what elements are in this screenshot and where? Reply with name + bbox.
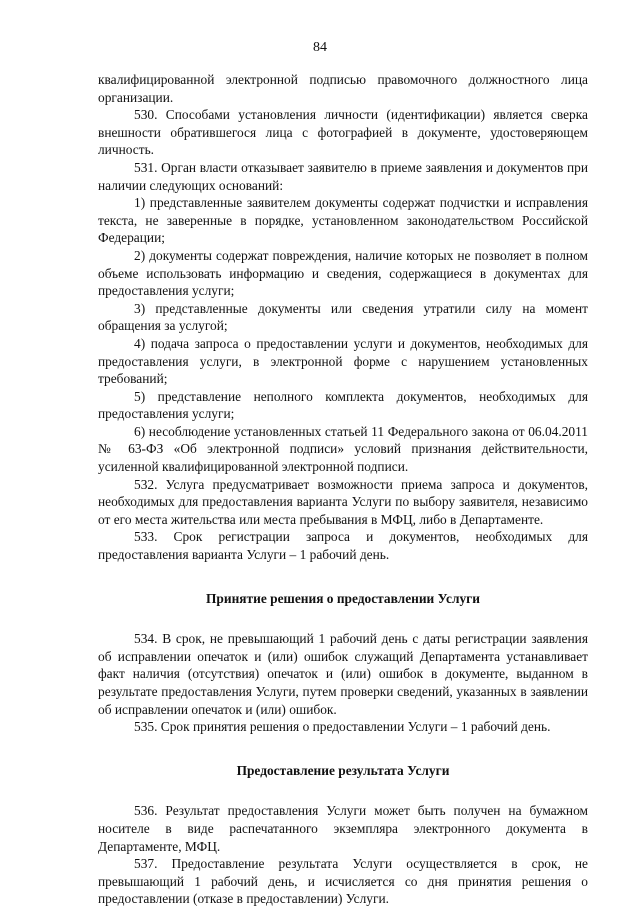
paragraph-536: 536. Результат предоставления Услуги может быть получен на бумажном носителе в виде распечатанного экземпляра электронного документа в Департаменте, МФЦ. (98, 803, 588, 854)
paragraph-532: 532. Услуга предусматривает возможности приема запроса и документов, необходимых для предоставления варианта Услуги по выбору заявителя, независимо от его места жительства или места пребывания в МФЦ, либо в Департаменте. (98, 476, 588, 527)
paragraph-continuation: квалифицированной электронной подписью правомочного должностного лица организации. (98, 72, 588, 105)
list-item-5: 5) представление неполного комплекта документов, необходимых для предоставления услуги; (98, 388, 588, 422)
paragraph-531: 531. Орган власти отказывает заявителю в приеме заявления и документов при наличии следующих оснований: (98, 159, 588, 193)
paragraph-534: 534. В срок, не превышающий 1 рабочий день с даты регистрации заявления об исправлении опечаток и (или) ошибок служащий Департамента устанавливает факт наличия (отсутствия) опечаток и (или) ошибок в документе, выданном в результате предоставления Услуги, путем проверки сведений, указанных в заявлении об исправлении опечаток и (или) ошибок. (98, 631, 588, 717)
list-item-3: 3) представленные документы или сведения утратили силу на момент обращения за услугой; (98, 300, 588, 334)
list-item-6: 6) несоблюдение установленных статьей 11 Федерального закона от 06.04.2011 № 63-ФЗ «Об электронной подписи» условий признания действительности, усиленной квалифицированной электронной подписи. (98, 423, 588, 475)
section-heading-decision: Принятие решения о предоставлении Услуги (206, 590, 480, 606)
paragraph-530: 530. Способами установления личности (идентификации) является сверка внешности обратившегося лица с фотографией в документе, удостоверяющем личность. (98, 107, 588, 158)
paragraph-533: 533. Срок регистрации запроса и документов, необходимых для предоставления варианта Услуги – 1 рабочий день. (98, 529, 588, 563)
list-item-1: 1) представленные заявителем документы содержат подчистки и исправления текста, не заверенные в порядке, установленном законодательством Российской Федерации; (98, 195, 588, 246)
list-item-2: 2) документы содержат повреждения, наличие которых не позволяет в полном объеме использовать информацию и сведения, содержащиеся в документах для предоставления услуги; (98, 247, 588, 299)
list-item-4: 4) подача запроса о предоставлении услуги и документов, необходимых для предоставления услуги, в электронной форме с нарушением установленных требований; (98, 335, 588, 387)
paragraph-535: 535. Срок принятия решения о предоставлении Услуги – 1 рабочий день. (134, 719, 551, 735)
section-heading-result: Предоставление результата Услуги (236, 762, 450, 778)
page-number: 84 (313, 40, 327, 55)
paragraph-537: 537. Предоставление результата Услуги осуществляется в срок, не превышающий 1 рабочий день, и исчисляется со дня принятия решения о предоставлении (отказе в предоставлении) Услуги. (98, 856, 588, 907)
document-body (98, 71, 588, 908)
